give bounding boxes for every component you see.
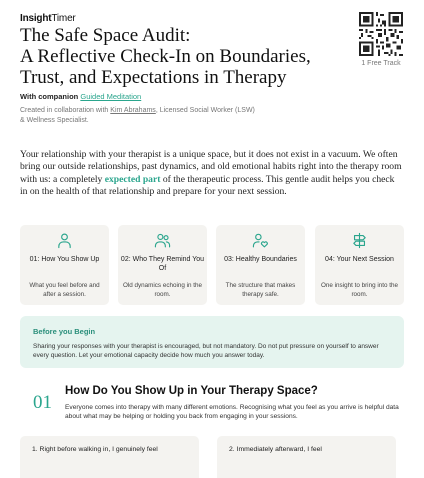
qr-code[interactable] bbox=[359, 12, 403, 56]
people-icon bbox=[154, 232, 171, 249]
question-label: 1. Right before walking in, I genuinely feel bbox=[32, 446, 158, 453]
brand-logo-light: Timer bbox=[51, 13, 76, 24]
section-title: How Do You Show Up in Your Therapy Space? bbox=[65, 385, 318, 397]
note-text: Sharing your responses with your therapist is encouraged, but not mandatory. Do not put pressure on yourself to answer every question. Let your emotional capacity decide how much you answer today. bbox=[33, 343, 379, 359]
overview-card-2 bbox=[118, 225, 207, 305]
before-you-begin-note bbox=[20, 316, 404, 368]
card-title: 04: Your Next Session bbox=[325, 256, 394, 263]
brand-logo-bold: Insight bbox=[20, 13, 52, 24]
card-description: What you feel before and after a session. bbox=[29, 282, 100, 298]
page-title bbox=[20, 25, 340, 88]
card-description: Old dynamics echoing in the room. bbox=[122, 282, 203, 298]
title-line-2: A Reflective Check-In on Boundaries, bbox=[20, 46, 311, 67]
note-heading: Before you Begin bbox=[33, 327, 96, 336]
intro-highlight: expected part bbox=[104, 173, 161, 185]
question-box-2[interactable] bbox=[217, 436, 396, 478]
person-icon bbox=[56, 232, 73, 249]
question-box-1[interactable] bbox=[20, 436, 199, 478]
card-description: The structure that makes therapy safe. bbox=[225, 282, 296, 298]
companion-label: With companion bbox=[20, 92, 79, 101]
qr-caption: 1 Free Track bbox=[361, 60, 401, 67]
companion-line bbox=[20, 92, 141, 101]
collaboration-credit bbox=[20, 106, 320, 126]
signpost-icon bbox=[351, 232, 368, 249]
title-line-3: Trust, and Expectations in Therapy bbox=[20, 67, 287, 88]
guided-meditation-link[interactable]: Guided Meditation bbox=[80, 92, 142, 101]
card-description: One insight to bring into the room. bbox=[320, 282, 398, 298]
card-title: 02: Who They Remind You Of bbox=[120, 256, 205, 272]
brand-logo bbox=[20, 13, 76, 24]
collab-suffix: , Licensed Social Worker (LSW) bbox=[155, 107, 255, 114]
collaborator-name[interactable]: Kim Abrahams bbox=[110, 107, 156, 114]
overview-cards bbox=[20, 225, 404, 305]
section-text: Everyone comes into therapy with many different emotions. Recognising what you feel as you arrive is helpful data about what may be helping or holding you back from engaging in your sessions. bbox=[65, 404, 399, 420]
overview-card-3 bbox=[216, 225, 305, 305]
question-label: 2. Immediately afterward, I feel bbox=[229, 446, 322, 453]
intro-text-before: Your relationship with your therapist is a unique space, but it does not exist in a vacuum. We often bring our outside relationships, past dynamics, and old emotional habits right into the therapy room with us: a completely bbox=[20, 149, 402, 185]
person-heart-icon bbox=[252, 232, 269, 249]
card-title: 03: Healthy Boundaries bbox=[224, 256, 297, 263]
section-number: 01 bbox=[33, 392, 52, 413]
title-line-1: The Safe Space Audit: bbox=[20, 25, 191, 46]
intro-text-after: of the therapeutic process. This gentle audit helps you check in on the health of that relationship and prepare for your next session. bbox=[20, 173, 395, 198]
overview-card-4 bbox=[315, 225, 404, 305]
overview-card-1 bbox=[20, 225, 109, 305]
intro-paragraph bbox=[20, 149, 404, 199]
collab-line2: & Wellness Specialist. bbox=[20, 117, 89, 124]
card-title: 01: How You Show Up bbox=[29, 256, 100, 263]
collab-prefix: Created in collaboration with bbox=[20, 107, 109, 114]
